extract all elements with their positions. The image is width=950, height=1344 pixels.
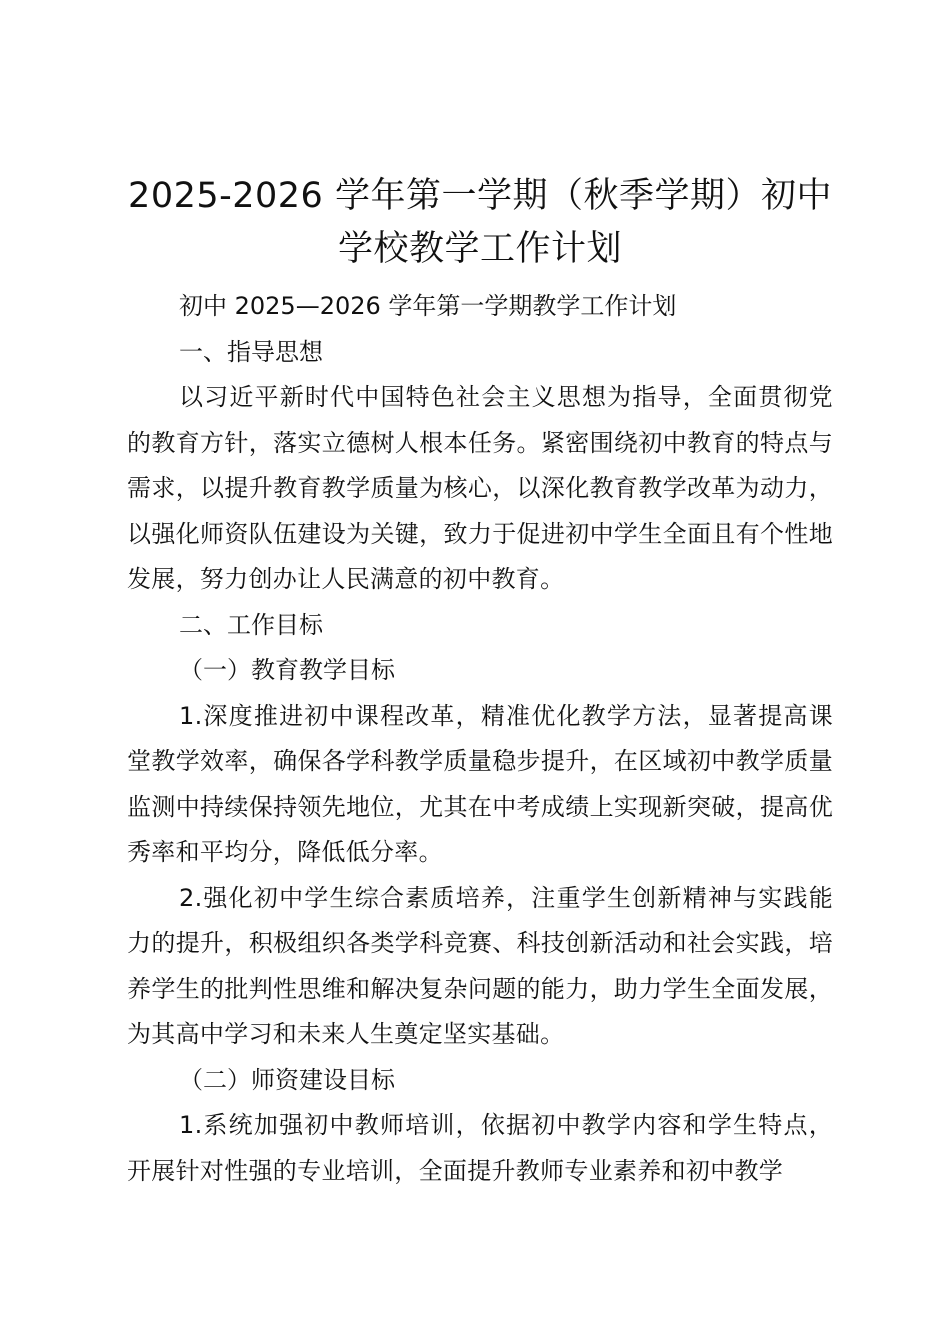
section-heading-guiding-ideology: 一、指导思想 xyxy=(179,337,323,366)
paragraph-teacher-goal-1: 1.系统加强初中教师培训，依据初中教学内容和学生特点，开展针对性强的专业培训，全面提升教师专业素养和初中教学 xyxy=(127,1111,833,1185)
subsection-heading-teaching-goals: （一）教育教学目标 xyxy=(179,656,395,684)
paragraph-teaching-goal-1: 1.深度推进初中课程改革，精准优化教学方法，显著提高课堂教学效率，确保各学科教学质量稳步提升，在区域初中教学质量监测中持续保持领先地位，尤其在中考成绩上实现新突破，提高优秀率和平均分，降低低分率。 xyxy=(127,701,833,866)
paragraph-guiding-ideology: 以习近平新时代中国特色社会主义思想为指导，全面贯彻党的教育方针，落实立德树人根本任务。紧密围绕初中教育的特点与需求，以提升教育教学质量为核心，以深化教育教学改革为动力，以强化师资队伍建设为关键，致力于促进初中学生全面且有个性地发展，努力创办让人民满意的初中教育。 xyxy=(127,383,833,593)
document-page xyxy=(127,170,833,1194)
subsection-heading-teacher-goals: （二）师资建设目标 xyxy=(179,1065,395,1094)
document-title: 2025-2026 学年第一学期（秋季学期）初中学校教学工作计划 xyxy=(128,176,832,269)
section-heading-work-goals: 二、工作目标 xyxy=(179,610,323,639)
document-subtitle: 初中 2025—2026 学年第一学期教学工作计划 xyxy=(179,292,677,320)
paragraph-teaching-goal-2: 2.强化初中学生综合素质培养，注重学生创新精神与实践能力的提升，积极组织各类学科竞赛、科技创新活动和社会实践，培养学生的批判性思维和解决复杂问题的能力，助力学生全面发展，为其高中学习和未来人生奠定坚实基础。 xyxy=(127,883,833,1048)
